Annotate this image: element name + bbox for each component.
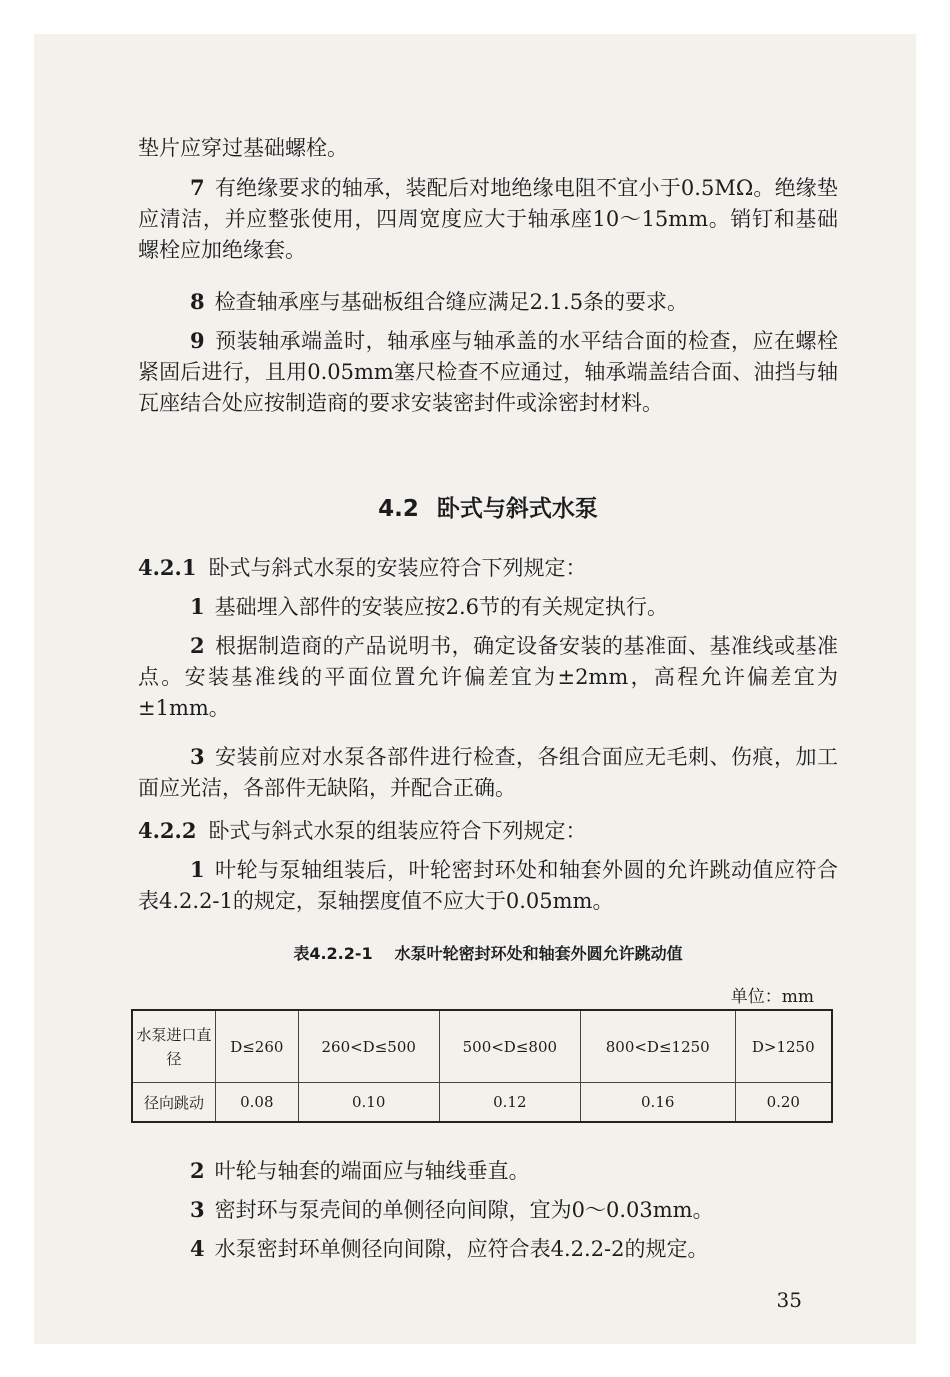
page-number: 35 (776, 1288, 802, 1312)
clause-4-2-2: 4.2.2 卧式与斜式水泵的组装应符合下列规定： (138, 818, 587, 843)
clause-4-2-2-item-4: 4 水泵密封环单侧径向间隙，应符合表4.2.2-2的规定。 (190, 1236, 709, 1261)
table-cell: 0.12 (439, 1083, 580, 1123)
table-header-label: 水泵进口直径 (132, 1010, 216, 1083)
table-cell: 0.20 (735, 1083, 832, 1123)
clause-4-2-1: 4.2.1 卧式与斜式水泵的安装应符合下列规定： (138, 555, 587, 580)
table-header-cell: 500<D≤800 (439, 1010, 580, 1083)
table-header-cell: 260<D≤500 (298, 1010, 439, 1083)
section-heading: 4.2 卧式与斜式水泵 (378, 496, 598, 522)
table-cell: 0.16 (580, 1083, 735, 1123)
table-header-cell: D>1250 (735, 1010, 832, 1083)
clause-4-2-1-item-3: 3 安装前应对水泵各部件进行检查，各组合面应无毛刺、伤痕，加工面应光洁，各部件无缺陷，并配合正确。 (138, 744, 838, 800)
table-unit: 单位：mm (730, 987, 814, 1007)
table-header-cell: D≤260 (216, 1010, 299, 1083)
runout-table (131, 1009, 833, 1123)
table-header-row (132, 1010, 832, 1083)
clause-4-2-1-item-1: 1 基础埋入部件的安装应按2.6节的有关规定执行。 (190, 594, 669, 619)
table-cell: 0.10 (298, 1083, 439, 1123)
table-header-cell: 800<D≤1250 (580, 1010, 735, 1083)
paragraph-item-8: 8 检查轴承座与基础板组合缝应满足2.1.5条的要求。 (190, 289, 689, 314)
clause-4-2-1-item-2: 2 根据制造商的产品说明书，确定设备安装的基准面、基准线或基准点。安装基准线的平面位置允许偏差宜为±2mm，高程允许偏差宜为±1mm。 (138, 633, 838, 720)
table-cell: 0.08 (216, 1083, 299, 1123)
clause-4-2-2-item-1: 1 叶轮与泵轴组装后，叶轮密封环处和轴套外圆的允许跳动值应符合表4.2.2-1的规定，泵轴摆度值不应大于0.05mm。 (138, 857, 838, 913)
table-row-label: 径向跳动 (132, 1083, 216, 1123)
clause-4-2-2-item-2: 2 叶轮与轴套的端面应与轴线垂直。 (190, 1158, 530, 1183)
table-row (132, 1083, 832, 1123)
paragraph-continuation: 垫片应穿过基础螺栓。 (138, 136, 348, 160)
table-caption: 表4.2.2-1 水泵叶轮密封环处和轴套外圆允许跳动值 (293, 944, 683, 963)
paragraph-item-7: 7 有绝缘要求的轴承，装配后对地绝缘电阻不宜小于0.5MΩ。绝缘垫应清洁，并应整张使用，四周宽度应大于轴承座10～15mm。销钉和基础螺栓应加绝缘套。 (138, 175, 838, 262)
paragraph-item-9: 9 预装轴承端盖时，轴承座与轴承盖的水平结合面的检查，应在螺栓紧固后进行，且用0.05mm塞尺检查不应通过，轴承端盖结合面、油挡与轴瓦座结合处应按制造商的要求安装密封件或涂密封材料。 (138, 328, 838, 415)
clause-4-2-2-item-3: 3 密封环与泵壳间的单侧径向间隙，宜为0～0.03mm。 (190, 1197, 714, 1222)
